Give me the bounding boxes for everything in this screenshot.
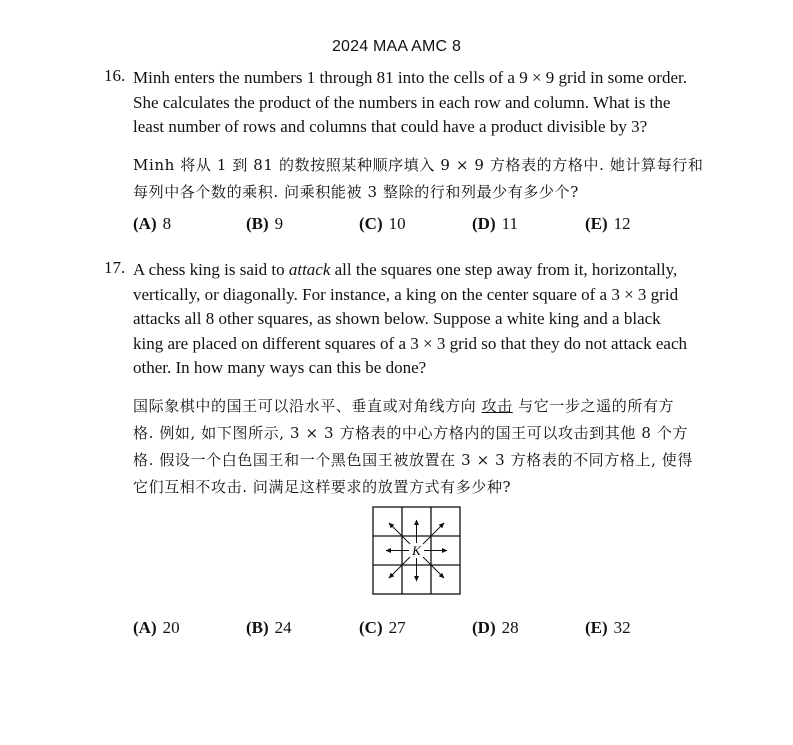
problem-16-chinese bbox=[133, 152, 705, 206]
choice-c[interactable]: (C) 10 bbox=[359, 214, 406, 233]
page-title: 2024 MAA AMC 8 bbox=[331, 38, 462, 55]
problem-16-english-line: Minh enters the numbers 1 through 81 into the cells of a 9 × 9 grid in some order. bbox=[133, 68, 687, 87]
problem-16-number: 16. bbox=[104, 66, 126, 85]
problem-17-english-line: attacks all 8 other squares, as shown below. Suppose a white king and a black bbox=[133, 309, 661, 328]
problem-17-english-line: vertically, or diagonally. For instance, a king on the center square of a 3 × 3 grid bbox=[133, 284, 679, 304]
choice-d[interactable]: (D) 11 bbox=[472, 214, 518, 233]
king-attack-figure bbox=[372, 506, 462, 596]
arrow-up-right bbox=[423, 523, 444, 544]
problem-16-choices bbox=[133, 214, 733, 238]
choice-e[interactable]: (E) 12 bbox=[585, 214, 631, 233]
problem-16-chinese-line: Minh 将从 1 到 81 的数按照某种顺序填入 9 × 9 方格表的方格中. 她计算每行和 bbox=[133, 156, 704, 174]
problem-16-english-line: She calculates the product of the numbers in each row and column. What is the bbox=[133, 92, 671, 112]
problem-17-english bbox=[133, 258, 705, 381]
problem-17-chinese-line: 格. 假设一个白色国王和一个黑色国王被放置在 3 × 3 方格表的不同方格上, 使得 bbox=[133, 451, 694, 469]
choice-a[interactable]: (A) 20 bbox=[133, 618, 180, 637]
choice-e[interactable]: (E) 32 bbox=[585, 618, 631, 637]
choice-a[interactable]: (A) 8 bbox=[133, 214, 172, 233]
arrow-up-left bbox=[389, 523, 410, 544]
attack-term: attack bbox=[288, 260, 331, 279]
problem-17-chinese-line: 它们互相不攻击. 问满足这样要求的放置方式有多少种? bbox=[133, 478, 512, 496]
problem-17-chinese bbox=[133, 393, 705, 501]
king-label: K bbox=[412, 543, 421, 558]
choice-b[interactable]: (B) 9 bbox=[246, 214, 284, 233]
problem-17-english-line: A chess king is said to attack all the squares one step away from it, horizontally, bbox=[133, 260, 678, 279]
choice-d[interactable]: (D) 28 bbox=[472, 618, 519, 637]
problem-17-english-line: other. In how many ways can this be done? bbox=[133, 358, 427, 377]
arrow-down-left bbox=[389, 557, 410, 578]
problem-17-chinese-line: 格. 例如, 如下图所示, 3 × 3 方格表的中心方格内的国王可以攻击到其他 8 个方 bbox=[133, 424, 689, 442]
problem-16-english-line: least number of rows and columns that could have a product divisible by 3? bbox=[133, 117, 648, 136]
problem-17-english-line: king are placed on different squares of a 3 × 3 grid so that they do not attack each bbox=[133, 333, 688, 353]
choice-c[interactable]: (C) 27 bbox=[359, 618, 406, 637]
problem-17-number: 17. bbox=[104, 258, 126, 277]
arrow-down-right bbox=[423, 557, 444, 578]
problem-17-choices bbox=[133, 618, 733, 642]
problem-16-english bbox=[133, 66, 705, 140]
attack-term-zh: 攻击 bbox=[481, 397, 513, 415]
problem-16-chinese-line: 每列中各个数的乘积. 问乘积能被 3 整除的行和列最少有多少个? bbox=[133, 183, 579, 201]
choice-b[interactable]: (B) 24 bbox=[246, 618, 292, 637]
problem-17-chinese-line: 国际象棋中的国王可以沿水平、垂直或对角线方向 攻击 与它一步之遥的所有方 bbox=[133, 397, 675, 415]
